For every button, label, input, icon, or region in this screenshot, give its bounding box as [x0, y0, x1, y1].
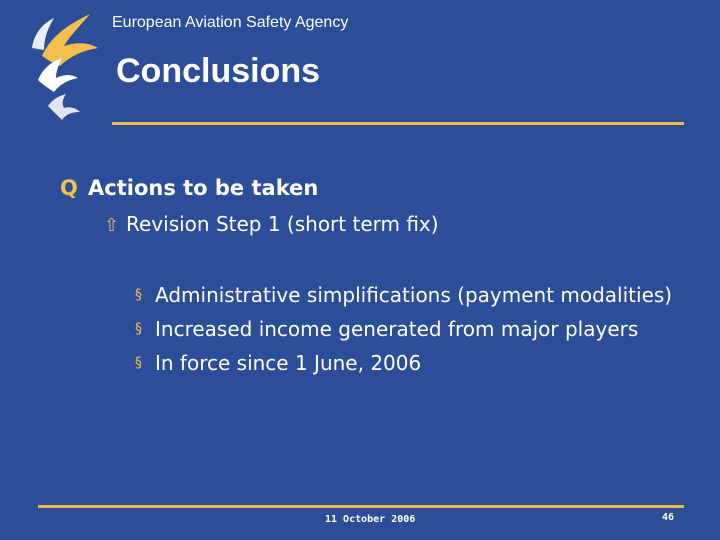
list-item — [133, 349, 673, 378]
list-item — [133, 281, 673, 310]
list-item-text: In force since 1 June, 2006 — [155, 351, 422, 375]
arrow-up-bullet-icon: ⇧ — [104, 215, 120, 236]
footer-divider — [38, 505, 684, 508]
list-item-text: Administrative simplifications (payment modalities) — [155, 283, 673, 307]
slide-title: Conclusions — [116, 52, 321, 90]
bullet-list — [133, 281, 673, 383]
bullet-level-1 — [60, 176, 318, 200]
bullet-level-2-text: Revision Step 1 (short term fix) — [126, 212, 439, 236]
list-item — [133, 315, 673, 344]
section-bullet-icon: § — [135, 287, 142, 303]
section-bullet-icon: § — [135, 355, 142, 371]
agency-name: European Aviation Safety Agency — [112, 14, 349, 31]
footer-date: 11 October 2006 — [325, 514, 416, 525]
bullet-level-2 — [104, 212, 439, 236]
page-number: 46 — [662, 512, 675, 523]
title-divider — [112, 122, 684, 125]
list-item-text: Increased income generated from major players — [155, 317, 639, 341]
plane-bullet-icon: Q — [60, 176, 78, 200]
bullet-level-1-text: Actions to be taken — [88, 176, 319, 200]
section-bullet-icon: § — [135, 321, 142, 337]
